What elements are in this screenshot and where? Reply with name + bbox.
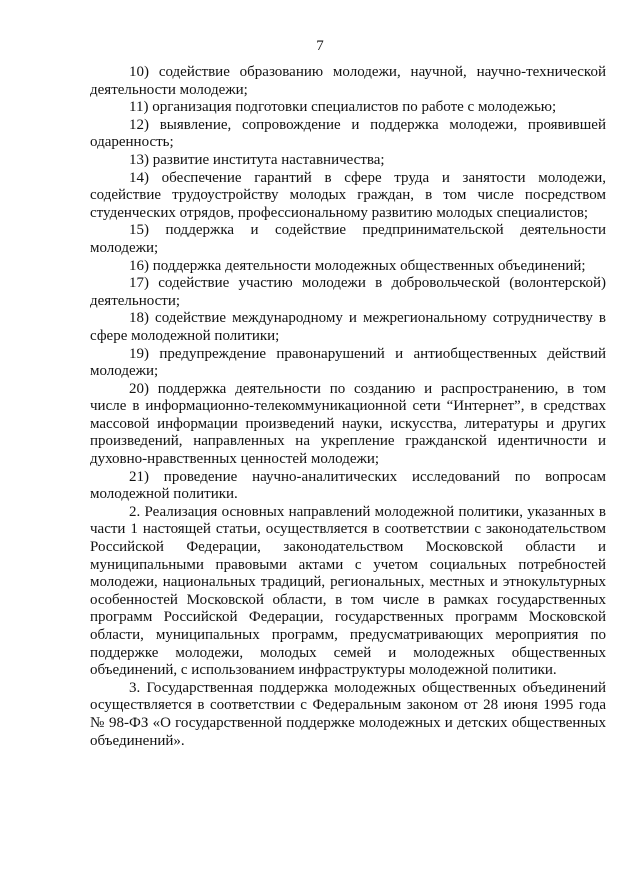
list-item-13: 13) развитие института наставничества; (129, 151, 385, 168)
list-item-14: 14) обеспечение гарантий в сфере труда и занятости молодежи, содействие трудоустройству молодых граждан, в том числе посредством студенческих отрядов, профессиональному развитию молодых специалистов; (90, 169, 606, 221)
list-item-11: 11) организация подготовки специалистов по работе с молодежью; (129, 99, 557, 116)
list-item-17: 17) содействие участию молодежи в добровольческой (волонтерской) деятельности; (90, 275, 606, 309)
article-part-2: 2. Реализация основных направлений молодежной политики, указанных в части 1 настоящей статьи, осуществляется в соответствии с законодательством Российской Федерации, законодательством Московской области и муниципальными правовыми актами с учетом социальных потребностей молодежи, национальных традиций, региональных, местных и этнокультурных особенностей Московской области, в том числе в рамках государственных программ Российской Федерации, государственных программ Московской области, муниципальных программ, предусматривающих мероприятия по поддержке молодежи, молодых семей и молодежных общественных объединений, с использованием инфраструктуры молодежной политики. (90, 503, 606, 679)
list-item-21: 21) проведение научно-аналитических исследований по вопросам молодежной политики. (90, 468, 606, 503)
list-item-18: 18) содействие международному и межрегиональному сотрудничеству в сфере молодежной политики; (90, 310, 606, 344)
page-number: 7 (316, 38, 324, 54)
list-item-15: 15) поддержка и содействие предпринимательской деятельности молодежи; (90, 222, 606, 256)
article-part-3: 3. Государственная поддержка молодежных общественных объединений осуществляется в соответствии с Федеральным законом от 28 июня 1995 года № 98-ФЗ «О государственной поддержке молодежных и детских общественных объединений». (90, 679, 606, 749)
list-item-19: 19) предупреждение правонарушений и антиобщественных действий молодежи; (90, 345, 606, 380)
document-body (90, 64, 606, 750)
list-item-10: 10) содействие образованию молодежи, научной, научно-технической деятельности молодежи; (90, 64, 606, 98)
list-item-16: 16) поддержка деятельности молодежных общественных объединений; (129, 257, 586, 274)
list-item-20: 20) поддержка деятельности по созданию и распространению, в том числе в информационно-телекоммуникационной сети “Интернет”, в средствах массовой информации произведений науки, искусства, литературы и других произведений, направленных на укрепление гражданской идентичности и духовно-нравственных ценностей молодежи; (90, 380, 606, 468)
list-item-12: 12) выявление, сопровождение и поддержка молодежи, проявившей одаренность; (90, 116, 606, 151)
